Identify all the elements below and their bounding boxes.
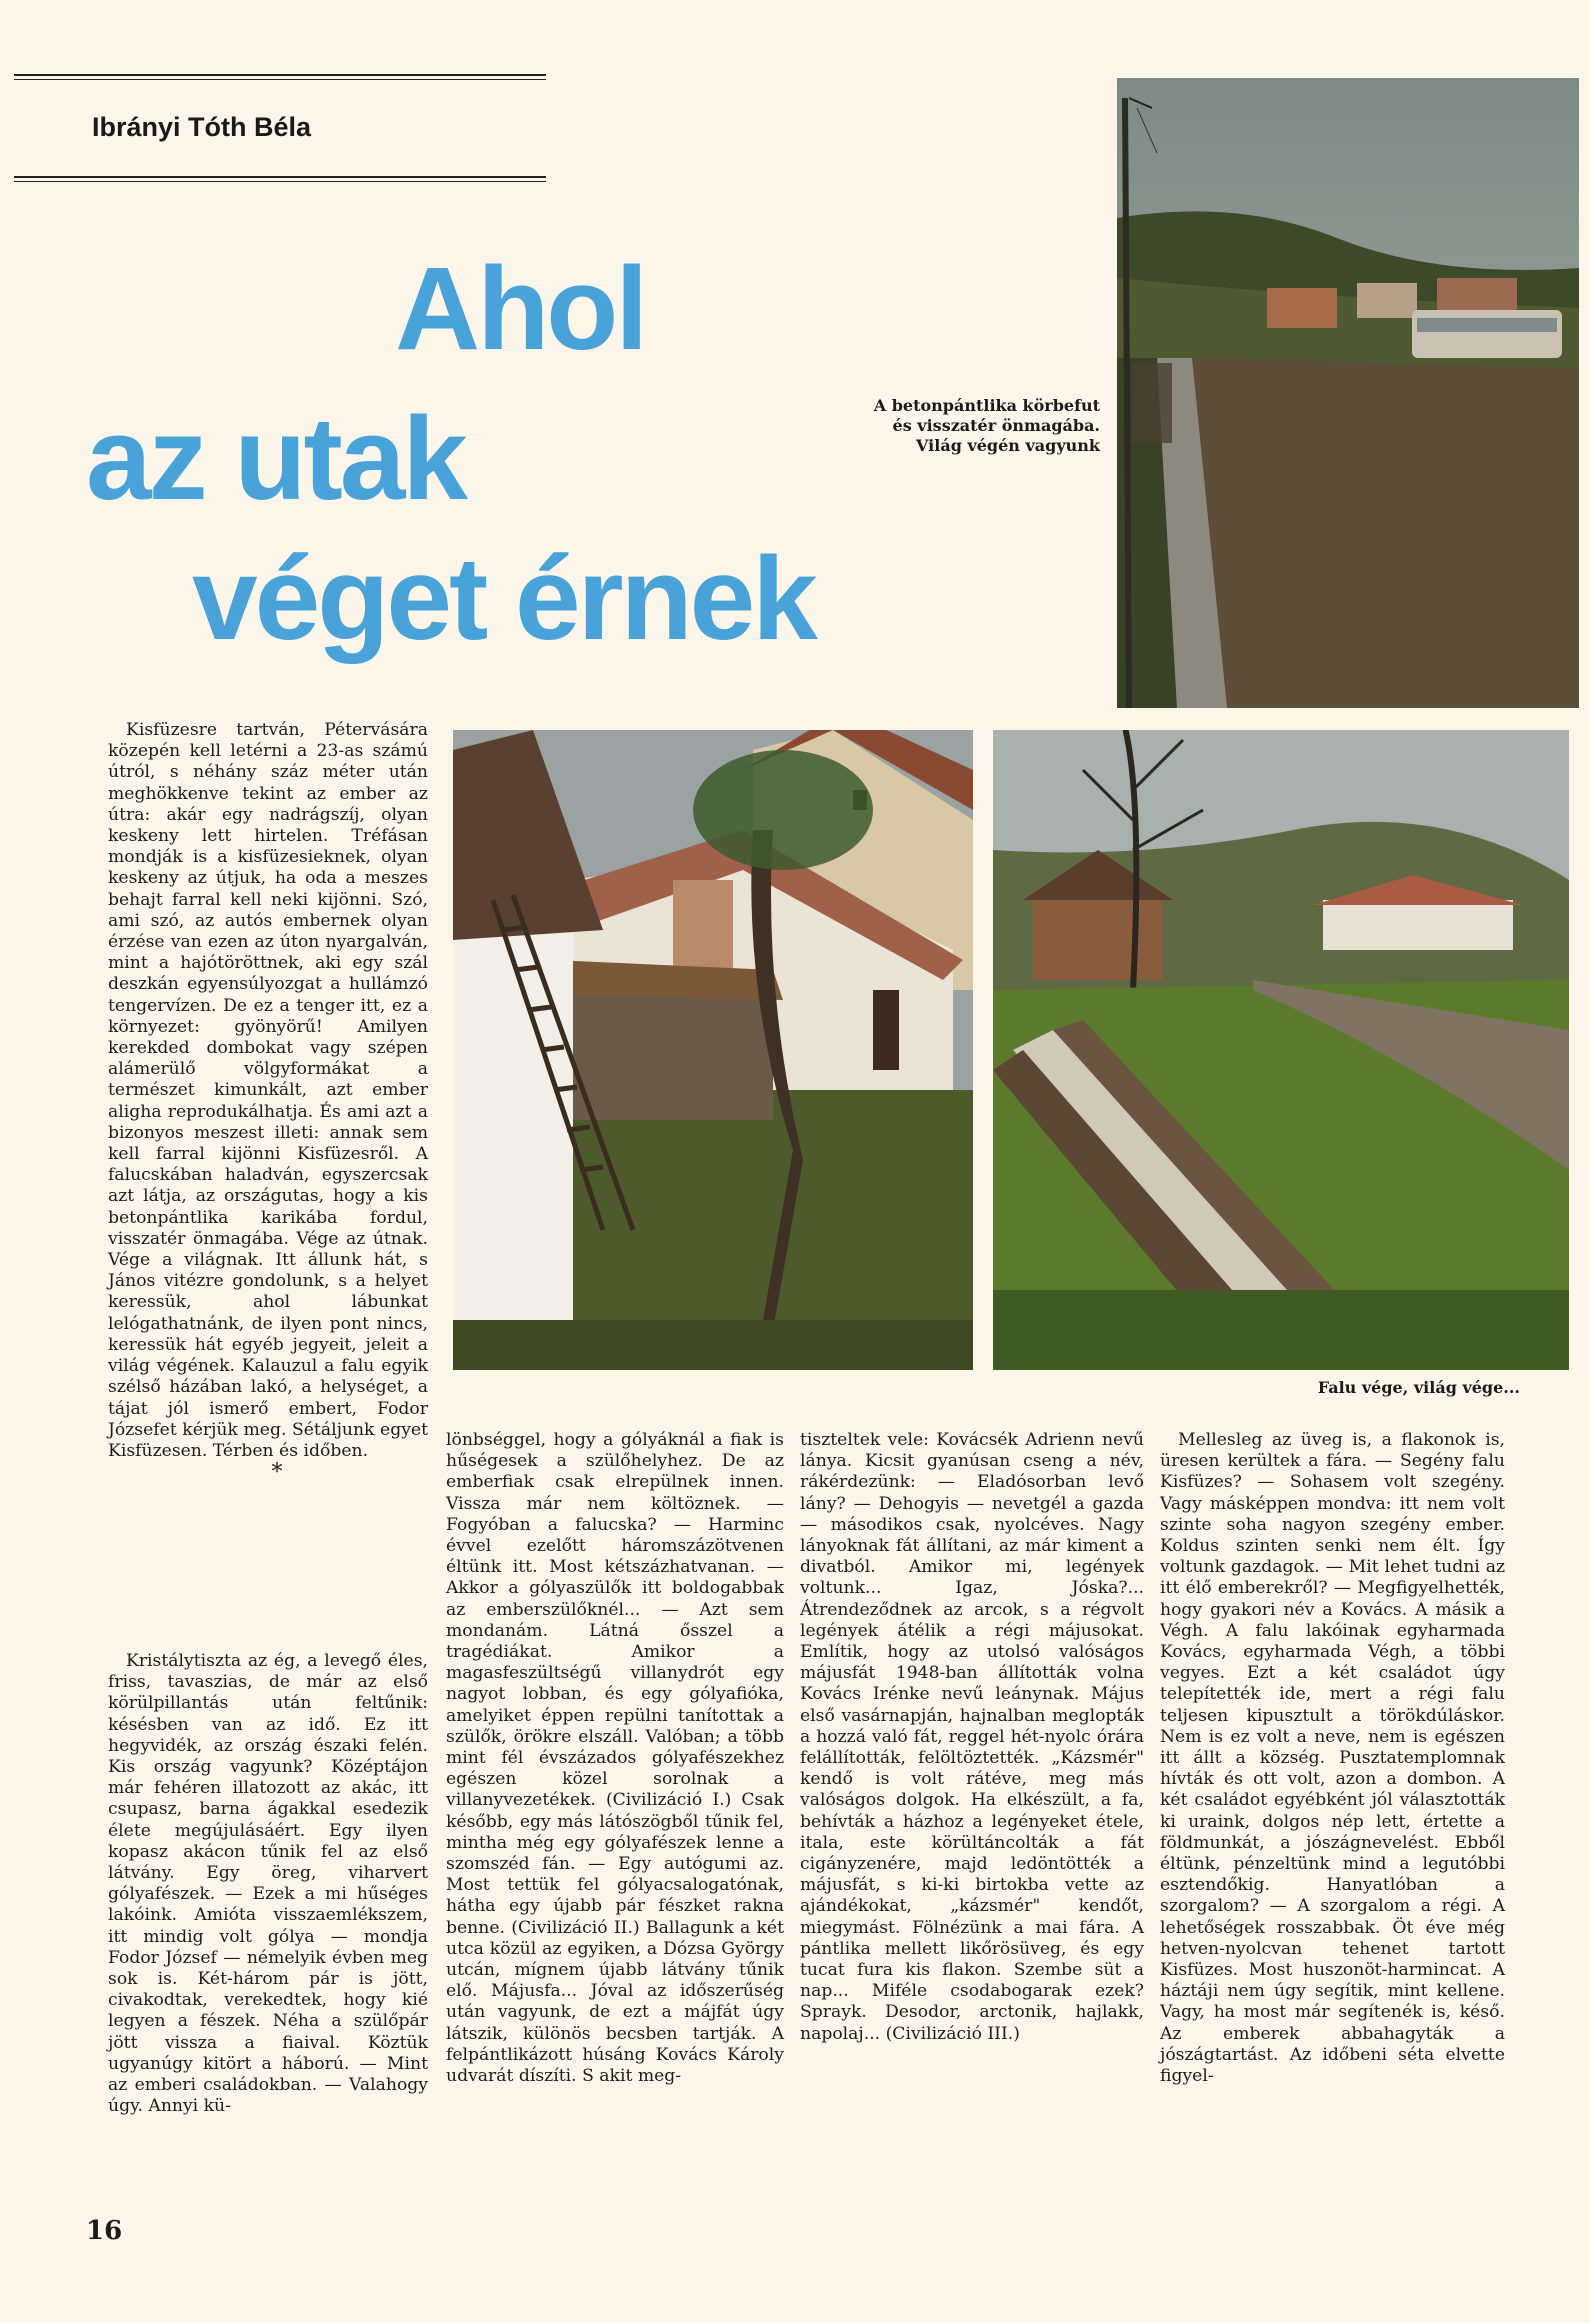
column-1b-text: Kristálytiszta az ég, a levegő éles, friss, tavaszias, de már az első körülpillantás után feltűnik: késésben van az idő. Ez itt hegyvidék, az ország északi felén. Kis ország vagyunk? Középtájon már fehéren illatozott az akác, itt csupasz, barna ágakkal esedezik élete megújulásáért. Egy ilyen kopasz akácon tűnik fel az első látvány. Egy öreg, viharvert gólyafészek. — Ezek a mi hűséges lakóink. Amióta visszaemlékszem, itt mindig volt gólya — mondja Fodor József — némelyik évben meg sok is. Két-három pár is jött, civakodtak, verekedtek, hogy kié legyen a fészek. Néha a szülőpár jött vissza a fiaival. Köztük ugyanúgy kitört a háború. — Mint az emberi családokban. — Valahogy úgy. Annyi kü- — [108, 1651, 428, 2117]
author-name: Ibrányi Tóth Béla — [92, 112, 312, 142]
article-column-1 — [108, 720, 428, 1486]
photo-caption-top: A betonpántlika körbefut és visszatér önmagába. Világ végén vagyunk — [873, 396, 1100, 455]
column-2-text: lönbséggel, hogy a gólyáknál a fiak is hűségesek a szülőhelyhez. De az emberfiak csak elrepülnek innen. Vissza már nem költöznek. — Fogyóban a falucska? — Harminc évvel ezelőtt háromszázötvenen éltünk itt. Most kétszázhatvanan. — Akkor a gólyaszülők itt boldogabbak az emberszülőknél... — Azt sem mondanám. Látná ősszel a tragédiákat. Amikor a magasfeszültségű villanydrót egy nagyot lobban, és egy gólyafióka, amelyiket éppen repülni tanítottak a szülők, örökre elszáll. Valóban; a több mint fél évszázados gólyafészekhez egészen közel sorolnak a villanyvezetékek. (Civilizáció I.) Csak később, egy más látószögből tűnik fel, mintha még egy gólyafészek lenne a szomszéd fán. — Egy autógumi az. Most tettük fel gólyacsalogatónak, hátha egy újabb pár fészket rakna benne. (Civilizáció II.) Ballagunk a két utca közül az egyiken, a Dózsa György utcán, mígnem újabb látvány tűnik elő. Májusfa... Jóval az időszerűség után vagyunk, de ezt a májfát úgy látszik, különös becsben tartják. A felpántlikázott húsáng Kovács Károly udvarát díszíti. S akit meg- — [446, 1430, 784, 2087]
section-separator: * — [271, 1460, 283, 1486]
column-3-text: tiszteltek vele: Kovácsék Adrienn nevű lánya. Kicsit gyanúsan cseng a név, rákérdezünk: — Eladósorban levő lány? — Dehogyis — nevetgél a gazda — másodikos csak, nyolcéves. Nagy lányoknak fát állítani, az már kiment a divatból. Amikor mi, legények voltunk... Igaz, Jóska?... Átrendeződnek az arcok, s a régvolt legények átélik a régi májusokat. Említik, hogy az utolsó valóságos májusfát 1948-ban állították volna Kovács Irénke nevű leánynak. Május első vasárnapján, hajnalban meglopták a hozzá való fát, reggel hét-nyolc órára felállították, felöltöztették. „Kázsmér" kendő is volt rátéve, meg más valóságos dolgok. Ha elkészült, a fa, behívták a házhoz a legényeket étele, itala, este körültáncolták a fát cigányzenére, majd ledöntötték a májusfát, s ki-ki birtokba vette az ajándékokat, „kázsmér" kendőt, miegymást. Fölnézünk a mai fára. A pántlika mellett likőrösüveg, és egy tucat fura kis flakon. Szembe süt a nap... Miféle csodabogarak ezek? Sprayk. Desodor, arctonik, hajlakk, napolaj... (Civilizáció III.) — [800, 1430, 1144, 2044]
author-rule — [14, 176, 546, 182]
article-column-1b — [108, 1651, 428, 2117]
photo-caption-bottom: Falu vége, világ vége... — [1317, 1378, 1520, 1397]
article-column-2 — [446, 1430, 784, 2087]
column-1-text: Kisfüzesre tartván, Pétervására közepén kell letérni a 23-as számú útról, s néhány száz méter után meghökkenve tekint az ember az útra: akár egy nadrágszíj, olyan keskeny lett hirtelen. Tréfásan mondják is a kisfüzesieknek, olyan keskeny az útjuk, ha oda a meszes behajt farral kell neki kijönni. Szó, ami szó, az autós embernek olyan érzése van ezen az úton nyargalván, mint a hajótöröttnek, aki egy szál deszkán egyensúlyozgat a hullámzó tengervízen. De ez a tenger itt, ez a környezet: gyönyörű! Amilyen kerekded dombokat vagy szépen alámerülő völgyformákat a természet kimunkált, azt ember aligha reprodukálhatja. És ami azt a bizonyos meszest illeti: annak sem kell farral kijönni Kisfüzesről. A falucskában haladván, egyszercsak azt látja, az országutas, hogy a kis betonpántlika karikába fordul, visszatér önmagába. Vége az útnak. Vége a világnak. Itt állunk hát, s János vitézre gondolunk, s a helyet keressük, ahol lábunkat lelógathatnánk, de ilyen pont nincs, keressük hát egyéb jegyeit, jeleit a világ végének. Kalauzul a falu egyik szélső házában lakó, a helységet, a tájat jól ismerő embert, Fodor Józsefet kérjük meg. Sétáljunk egyet Kisfüzesen. Térben és időben. — [108, 720, 428, 1461]
village-road-photo — [1117, 78, 1579, 708]
page-number: 16 — [86, 2216, 123, 2246]
wooden-trough-photo — [993, 730, 1569, 1370]
farmhouse-ladder-photo — [453, 730, 973, 1370]
title-line-2: az utak — [86, 393, 466, 525]
title-line-1: Ahol — [395, 243, 646, 375]
title-line-3: véget érnek — [192, 533, 815, 665]
article-column-3 — [800, 1430, 1144, 2045]
article-column-4 — [1160, 1430, 1505, 2087]
top-rule — [14, 74, 546, 80]
column-4-text: Mellesleg az üveg is, a flakonok is, üresen kerültek a fára. — Segény falu Kisfüzes? — Sohasem volt szegény. Vagy másképpen mondva: itt nem volt szinte soha nagyon szegény ember. Koldus szinten senki nem élt. Így voltunk gazdagok. — Mit lehet tudni az itt élő emberekről? — Megfigyelhették, hogy gyakori név a Kovács. A másik a Végh. A falu lakóinak egyharmada Kovács, egyharmada Végh, a többi vegyes. Ezt a két családot úgy telepítették ide, mert a régi falu teljesen kipusztult a törökdúláskor. Nem is ez volt a neve, nem is egészen itt állt a község. Pusztatemplomnak hívták és ott volt, azon a dombon. A két családot egyébként jól választották ki uraink, dolgos nép lett, értette a földmunkát, a jószágnevelést. Ebből éltünk, pénzeltünk mind a legutóbbi esztendőkig. Hanyatlóban a szorgalom? — A szorgalom a régi. A lehetőségek rosszabbak. Öt éve még hetven-nyolcvan tehenet tartott Kisfüzes. Most huszonöt-harmincat. A háztáji nem úgy segítik, mint kellene. Vagy, ha most már segítenék is, késő. Az emberek abbahagyták a jószágtartást. Az időbeni séta elvette figyel- — [1160, 1430, 1505, 2087]
